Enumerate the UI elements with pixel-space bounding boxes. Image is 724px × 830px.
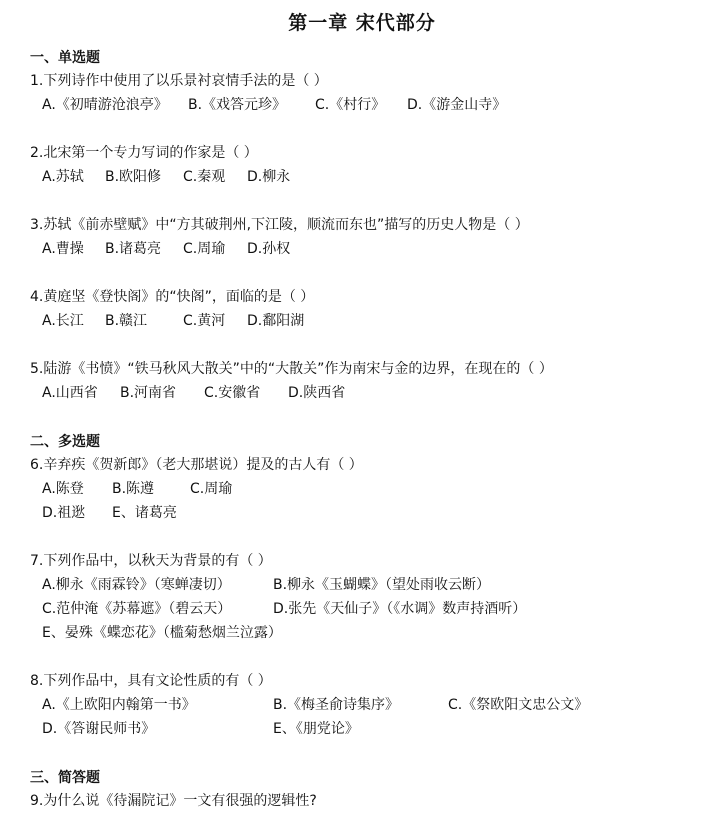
question-5-option-a: A.山西省 xyxy=(42,385,98,401)
question-5-option-b: B.河南省 xyxy=(120,385,177,401)
question-6-option-a: A.陈登 xyxy=(42,481,84,497)
question-3-option-a: A.曹操 xyxy=(42,241,84,257)
question-1-option-a: A.《初晴游沧浪亭》 xyxy=(42,97,168,113)
question-3-text: 3.苏轼《前赤壁赋》中“方其破荆州,下江陵，顺流而东也”描写的历史人物是（ ） xyxy=(30,217,529,233)
section-heading-short-answer: 三、简答题 xyxy=(30,770,100,786)
question-8-text: 8.下列作品中，具有文论性质的有（ ） xyxy=(30,673,272,689)
question-6-option-c: C.周瑜 xyxy=(190,481,233,497)
question-6-text: 6.辛弃疾《贺新郎》（老大那堪说）提及的古人有（ ） xyxy=(30,457,363,473)
question-3-option-d: D.孙权 xyxy=(247,241,291,257)
question-3-option-c: C.周瑜 xyxy=(183,241,226,257)
question-7-option-a: A.柳永《雨霖铃》（寒蝉凄切） xyxy=(42,577,231,593)
question-1-option-d: D.《游金山寺》 xyxy=(407,97,507,113)
question-1-text: 1.下列诗作中使用了以乐景衬哀情手法的是（ ） xyxy=(30,73,328,89)
question-2-option-b: B.欧阳修 xyxy=(105,169,162,185)
chapter-title: 第一章 宋代部分 xyxy=(288,12,436,34)
question-8-option-b: B.《梅圣俞诗集序》 xyxy=(273,697,400,713)
question-4-option-c: C.黄河 xyxy=(183,313,226,329)
section-heading-single-choice: 一、单选题 xyxy=(30,50,100,66)
question-7-option-c: C.范仲淹《苏幕遮》（碧云天） xyxy=(42,601,232,617)
question-7-text: 7.下列作品中，以秋天为背景的有（ ） xyxy=(30,553,272,569)
section-heading-multiple-choice: 二、多选题 xyxy=(30,434,100,450)
question-6-option-b: B.陈遵 xyxy=(112,481,155,497)
question-6-option-d: D.祖逖 xyxy=(42,505,86,521)
question-2-option-a: A.苏轼 xyxy=(42,169,84,185)
question-1-option-c: C.《村行》 xyxy=(315,97,386,113)
question-5-option-d: D.陕西省 xyxy=(288,385,346,401)
question-3-option-b: B.诸葛亮 xyxy=(105,241,162,257)
question-7-option-d: D.张先《天仙子》（《水调》数声持酒听） xyxy=(273,601,527,617)
question-5-text: 5.陆游《书愤》“铁马秋风大散关”中的“大散关”作为南宋与金的边界，在现在的（ ） xyxy=(30,361,553,377)
question-5-option-c: C.安徽省 xyxy=(204,385,261,401)
question-8-option-c: C.《祭欧阳文忠公文》 xyxy=(448,697,589,713)
question-7-option-e: E、晏殊《蝶恋花》（槛菊愁烟兰泣露） xyxy=(42,625,282,641)
question-8-option-e: E、《朋党论》 xyxy=(273,721,359,737)
question-8-option-a: A.《上欧阳内翰第一书》 xyxy=(42,697,196,713)
question-9-text: 9.为什么说《待漏院记》一文有很强的逻辑性? xyxy=(30,793,317,809)
question-1-option-b: B.《戏答元珍》 xyxy=(188,97,287,113)
question-4-option-d: D.鄱阳湖 xyxy=(247,313,305,329)
question-6-option-e: E、诸葛亮 xyxy=(112,505,177,521)
question-7-option-b: B.柳永《玉蝴蝶》（望处雨收云断） xyxy=(273,577,491,593)
question-4-option-b: B.赣江 xyxy=(105,313,148,329)
question-2-option-d: D.柳永 xyxy=(247,169,291,185)
question-2-option-c: C.秦观 xyxy=(183,169,226,185)
question-4-option-a: A.长江 xyxy=(42,313,84,329)
question-2-text: 2.北宋第一个专力写词的作家是（ ） xyxy=(30,145,258,161)
question-8-option-d: D.《答谢民师书》 xyxy=(42,721,156,737)
question-4-text: 4.黄庭坚《登快阁》的“快阁”，面临的是（ ） xyxy=(30,289,315,305)
